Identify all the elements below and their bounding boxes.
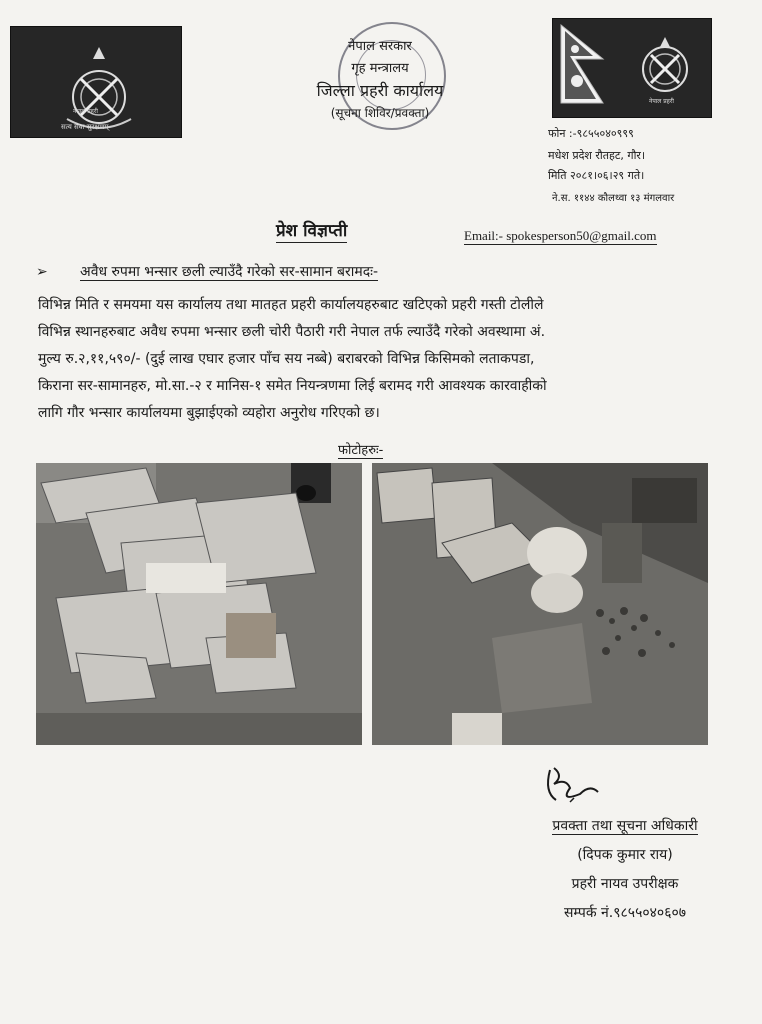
bullet-arrow-icon: ➢ xyxy=(36,264,48,280)
address: मधेश प्रदेश रौतहट, गौर। xyxy=(548,149,646,162)
left-logo-caption: नेपाल प्रहरी xyxy=(73,108,98,115)
email-address: Email:- spokesperson50@gmail.com xyxy=(464,228,657,243)
org-line-2: गृह मन्त्रालय xyxy=(351,61,409,76)
phone-number: फोन :-९८५५०४०९९९ xyxy=(548,127,634,140)
body-line: किराना सर-सामानहरु, मो.सा.-२ र मानिस-१ समेत नियन्त्रणमा लिई बरामद गरी आवश्यक कारवाहीको xyxy=(38,378,547,394)
right-logo-caption: नेपाल प्रहरी xyxy=(649,98,674,105)
seized-goods-photo-1 xyxy=(36,463,362,745)
org-line-1: नेपाल सरकार xyxy=(348,39,412,54)
section-heading xyxy=(36,262,726,281)
body-line: विभिन्न मिति र समयमा यस कार्यालय तथा मातहत प्रहरी कार्यालयहरुबाट खटिएको प्रहरी गस्ती टोलीले xyxy=(38,297,544,313)
signature-scribble-icon xyxy=(540,760,610,810)
signatory-title-text: प्रवक्ता तथा सूचना अधिकारी xyxy=(552,818,698,834)
date-ns: ने.स. ११४४ कौलथ्वा १३ मंगलवार xyxy=(552,193,675,204)
seized-goods-photo-2 xyxy=(372,463,708,745)
org-line-3: जिल्ला प्रहरी कार्यालय xyxy=(316,81,444,100)
heading-text: अवैध रुपमा भन्सार छली ल्याउँदै गरेको सर-सामान बरामदः- xyxy=(80,264,379,280)
signatory-rank: प्रहरी नायव उपरीक्षक xyxy=(571,876,679,892)
org-line-4: (सूचना शिविर/प्रवक्ता) xyxy=(330,106,430,120)
signatory-title xyxy=(510,816,740,835)
date: मिति २०८१।०६।२९ गते। xyxy=(548,169,645,182)
police-logo-right xyxy=(552,18,712,118)
header-center xyxy=(280,36,480,124)
police-logo-left xyxy=(10,26,182,138)
body-line: विभिन्न स्थानहरुबाट अवैध रुपमा भन्सार छली चोरी पैठारी गरी नेपाल तर्फ ल्याउँदै गरेको अवस्थामा अं. xyxy=(38,324,546,340)
body-line: लागि गौर भन्सार कार्यालयमा बुझाईएको व्यहोरा अनुरोध गरिएको छ। xyxy=(38,405,380,421)
page-title: प्रेश विज्ञप्ती xyxy=(276,218,347,243)
left-logo-motto: सत्य सेवा सुरक्षणम् xyxy=(61,123,109,131)
signatory-name: (दिपक कुमार राय) xyxy=(577,847,673,863)
body-line: मुल्य रु.२,११,५९०/- (दुई लाख एघार हजार पाँच सय नब्बे) बराबरको विभिन्न किसिमको लताकपडा, xyxy=(38,351,535,367)
nepal-flag-icon xyxy=(553,19,711,117)
signatory-contact: सम्पर्क नं.९८५५०४०६०७ xyxy=(563,905,687,921)
police-emblem-icon xyxy=(11,27,181,137)
body-paragraph xyxy=(38,292,728,427)
photo-caption: फोटोहरुः- xyxy=(338,440,383,459)
